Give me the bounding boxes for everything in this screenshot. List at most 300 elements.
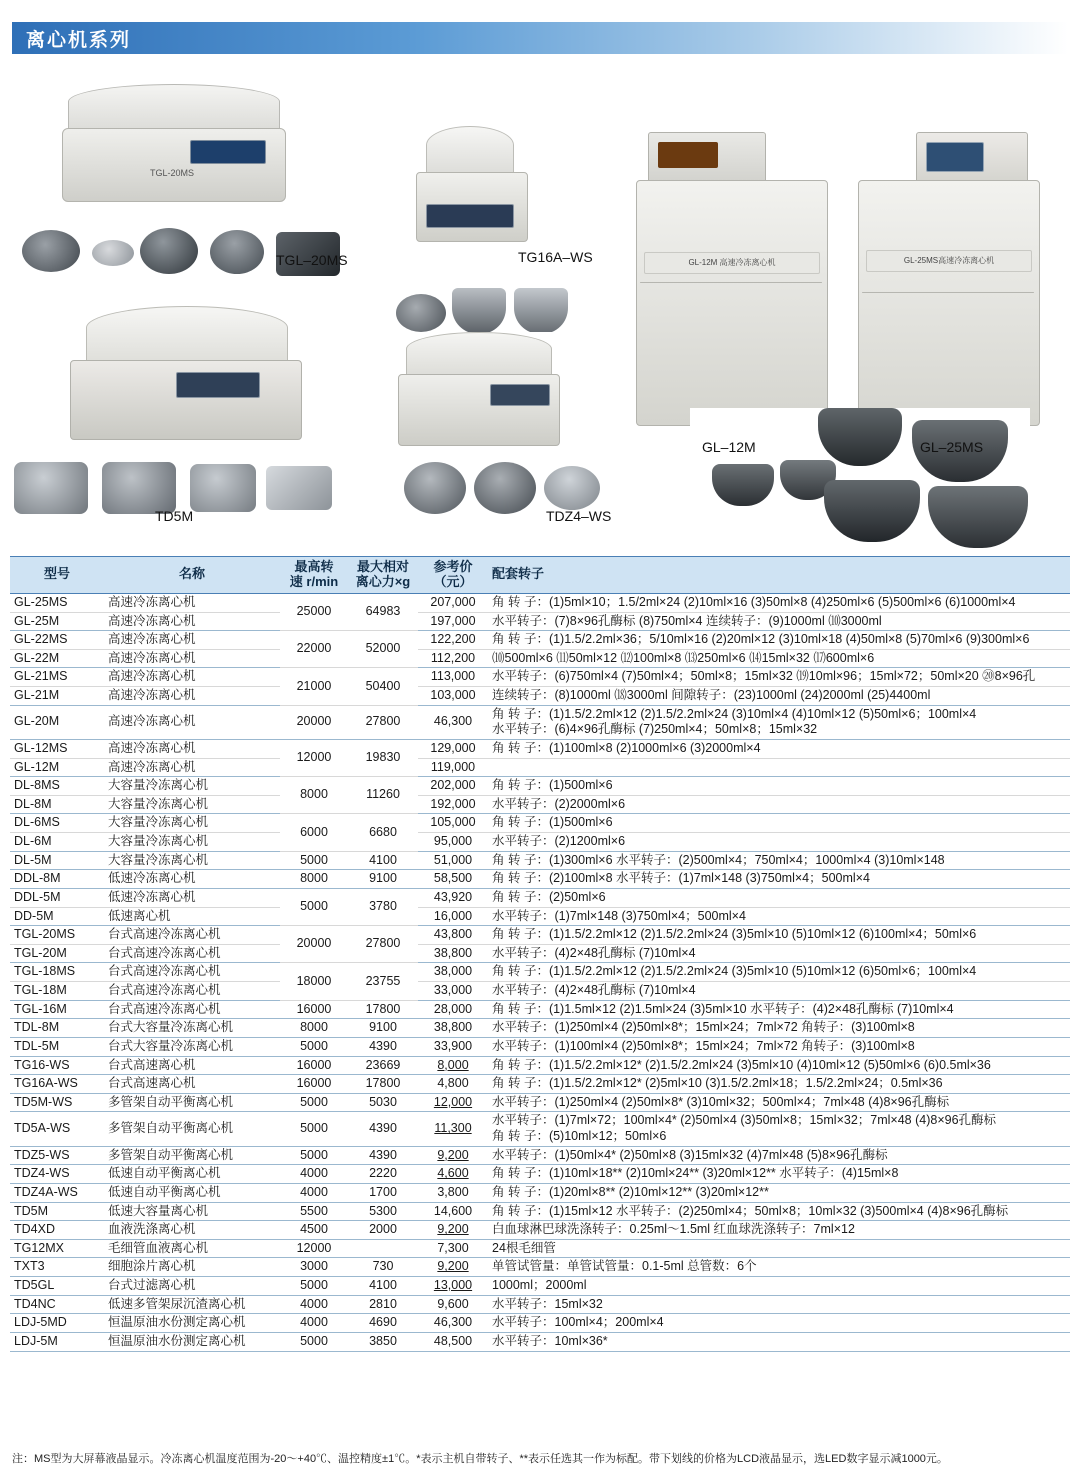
cell-price: 33,000 [418, 982, 488, 1001]
table-row [10, 833, 1070, 852]
cell-max-speed: 5000 [280, 1037, 348, 1056]
cell-model: DD-5M [10, 907, 104, 926]
cell-price [418, 1112, 488, 1146]
table-row [10, 907, 1070, 926]
cell-price: 38,800 [418, 944, 488, 963]
cell-rotor-config [488, 944, 1070, 963]
table-row [10, 687, 1070, 706]
cell-rotor-config [488, 649, 1070, 668]
cell-price: 33,900 [418, 1037, 488, 1056]
rotor-config-line: 水平转子：(1)100ml×4 (2)50ml×8*；15ml×24；7ml×72 角转子：(3)100ml×8 [492, 1038, 915, 1053]
cell-price: 7,300 [418, 1239, 488, 1258]
table-row [10, 668, 1070, 687]
cell-price: 112,200 [418, 649, 488, 668]
rotor-config-line: 水平转子：(1)250ml×4 (2)50ml×8* (3)10ml×32；500ml×4；7ml×48 (4)8×96孔酶标 [492, 1094, 950, 1109]
cell-price [418, 1221, 488, 1240]
rotor-angle [396, 294, 446, 332]
cell-rotor-config [488, 1056, 1070, 1075]
cell-name: 台式高速冷冻离心机 [104, 982, 280, 1001]
cell-model: DL-6MS [10, 814, 104, 833]
cell-name: 台式高速离心机 [104, 1075, 280, 1094]
cell-max-rcf: 19830 [348, 739, 418, 776]
cell-max-rcf: 2000 [348, 1221, 418, 1240]
cell-model: TD5A-WS [10, 1112, 104, 1146]
table-row [10, 1183, 1070, 1202]
cell-rotor-config [488, 1202, 1070, 1221]
cell-name: 低速冷冻离心机 [104, 888, 280, 907]
cell-rotor-config [488, 851, 1070, 870]
rotor-config-line: 角 转 子：(1)5ml×10；1.5/2ml×24 (2)10ml×16 (3)50ml×8 (4)250ml×6 (5)500ml×6 (6)1000ml×4 [492, 594, 1016, 609]
cell-model: TDZ4A-WS [10, 1183, 104, 1202]
rotor-config-line: 角 转 子：(1)15ml×12 水平转子：(2)250ml×4；50ml×8；10ml×32 (3)500ml×4 (4)8×96孔酶标 [492, 1203, 1009, 1218]
machine-body [636, 180, 828, 426]
cell-rotor-config [488, 1075, 1070, 1094]
rotor-config-line: 水平转子：(6)4×96孔酶标 (7)250ml×4；50ml×8；15ml×32 [492, 722, 818, 737]
cell-max-rcf: 6680 [348, 814, 418, 851]
cell-rotor-config [488, 705, 1070, 739]
rotor-large-cone-3 [824, 480, 920, 542]
cell-name: 低速冷冻离心机 [104, 870, 280, 889]
cell-max-rcf: 4100 [348, 851, 418, 870]
cell-name: 大容量冷冻离心机 [104, 851, 280, 870]
cell-model: DL-5M [10, 851, 104, 870]
table-row [10, 1202, 1070, 1221]
cell-rotor-config [488, 593, 1070, 612]
rotor-config-line: 角 转 子：(1)100ml×8 (2)1000ml×6 (3)2000ml×4 [492, 740, 761, 755]
cell-max-rcf: 3780 [348, 888, 418, 925]
rotor-config-line: 水平转子：(6)750ml×4 (7)50ml×4；50ml×8；15ml×32 ⒆10ml×96；15ml×72；50ml×20 ⑳8×96孔 [492, 669, 1036, 684]
cell-name: 低速自动平衡离心机 [104, 1165, 280, 1184]
rotor-config-line: 角 转 子：(1)1.5/2.2ml×12* (2)1.5/2.2ml×24 (3)5ml×10 (4)10ml×12 (5)50ml×6 (6)0.5ml×36 [492, 1057, 991, 1072]
cell-rotor-config [488, 795, 1070, 814]
cell-model: TD4NC [10, 1295, 104, 1314]
rotor-config-line: 角 转 子：(5)10ml×12；50ml×6 [492, 1129, 667, 1143]
cell-price [418, 1093, 488, 1112]
cell-max-speed: 4500 [280, 1221, 348, 1240]
rotor-medium-1 [712, 464, 774, 506]
cell-price: 3,800 [418, 1183, 488, 1202]
table-row [10, 1112, 1070, 1146]
machine-screen [658, 142, 718, 168]
cell-name: 大容量冷冻离心机 [104, 777, 280, 796]
cell-max-speed: 16000 [280, 1075, 348, 1094]
machine-display-panel [190, 140, 266, 164]
rotor-lid [92, 240, 134, 266]
cell-price: 103,000 [418, 687, 488, 706]
rotor-config-line: 24根毛细管 [492, 1240, 556, 1255]
rotor-config-line: 白血球淋巴球洗涤转子：0.25ml～1.5ml 红血球洗涤转子：7ml×12 [492, 1222, 855, 1237]
cell-price [418, 1258, 488, 1277]
cell-rotor-config [488, 631, 1070, 650]
table-row [10, 1056, 1070, 1075]
cell-max-rcf: 27800 [348, 705, 418, 739]
cell-price: 43,800 [418, 926, 488, 945]
cell-name: 低速大容量离心机 [104, 1202, 280, 1221]
cell-model: GL-22M [10, 649, 104, 668]
cell-model: DL-6M [10, 833, 104, 852]
cell-model: TGL-20M [10, 944, 104, 963]
cell-model: TG12MX [10, 1239, 104, 1258]
cell-rotor-config [488, 1314, 1070, 1333]
cell-price: 113,000 [418, 668, 488, 687]
cell-model: TDZ4-WS [10, 1165, 104, 1184]
rotor-swing-4place [14, 462, 88, 514]
cell-max-speed: 25000 [280, 593, 348, 630]
cell-name: 多管架自动平衡离心机 [104, 1112, 280, 1146]
cell-name: 高速冷冻离心机 [104, 687, 280, 706]
photo-rotor-group-large [690, 408, 1030, 558]
cell-name: 多管架自动平衡离心机 [104, 1093, 280, 1112]
cell-price: 38,800 [418, 1019, 488, 1038]
footnote: 注：MS型为大屏幕液晶显示。冷冻离心机温度范围为-20～+40℃、温控精度±1℃。*表示主机自带转子、**表示任选其一作为标配。带下划线的价格为LCD液晶显示，选LED数字显示减1000元。 [12, 1453, 948, 1465]
cell-rotor-config [488, 1019, 1070, 1038]
column-header-model: 型号 [10, 557, 104, 594]
rotor-config-line: 水平转子：(1)7ml×148 (3)750ml×4；500ml×4 [492, 908, 746, 923]
caption-td5m: TD5M [155, 508, 194, 524]
cell-max-speed: 21000 [280, 668, 348, 705]
cell-price [418, 1056, 488, 1075]
cell-max-speed: 18000 [280, 963, 348, 1000]
table-row [10, 795, 1070, 814]
product-photo-gallery [0, 56, 1080, 548]
table-row [10, 705, 1070, 739]
rotor-angle [22, 230, 80, 272]
cell-max-rcf: 11260 [348, 777, 418, 814]
rotor-config-line: 水平转子：(4)2×48孔酶标 (7)10ml×4 [492, 945, 696, 960]
cell-max-rcf: 4690 [348, 1314, 418, 1333]
machine-body [858, 180, 1040, 426]
cell-price [418, 1146, 488, 1165]
cell-name: 高速冷冻离心机 [104, 649, 280, 668]
column-header-name: 名称 [104, 557, 280, 594]
cell-price: 207,000 [418, 593, 488, 612]
cell-rotor-config [488, 739, 1070, 758]
table-row [10, 1075, 1070, 1094]
cell-max-rcf: 4390 [348, 1146, 418, 1165]
cell-model: LDJ-5MD [10, 1314, 104, 1333]
cell-model: GL-21MS [10, 668, 104, 687]
price-underlined: 9,200 [437, 1147, 469, 1162]
cell-price: 38,000 [418, 963, 488, 982]
table-row [10, 1314, 1070, 1333]
cell-max-rcf: 64983 [348, 593, 418, 630]
cell-name: 低速多管架尿沉渣离心机 [104, 1295, 280, 1314]
cell-name: 台式高速冷冻离心机 [104, 944, 280, 963]
table-row [10, 1277, 1070, 1296]
photo-gl-12m [636, 132, 826, 424]
machine-brand-strip: GL-12M 高速冷冻离心机 [644, 252, 820, 274]
rotor-config-line: 单管试管量：单管试管量：0.1-5ml 总管数：6个 [492, 1259, 757, 1274]
cell-max-speed: 8000 [280, 777, 348, 814]
cell-max-speed: 4000 [280, 1165, 348, 1184]
table-row [10, 814, 1070, 833]
machine-door-seam [862, 292, 1034, 293]
cell-name: 台式高速冷冻离心机 [104, 963, 280, 982]
rotor-config-line: 角 转 子：(1)1.5/2.2ml×12 (2)1.5/2.2ml×24 (3)5ml×10 (5)10ml×12 (6)50ml×6；100ml×4 [492, 964, 977, 979]
table-row [10, 963, 1070, 982]
rotor-config-line: 水平转子：(7)8×96孔酶标 (8)750ml×4 连续转子：(9)1000ml ⑽3000ml [492, 613, 882, 628]
cell-model: TG16A-WS [10, 1075, 104, 1094]
cell-max-rcf: 2810 [348, 1295, 418, 1314]
cell-model: TGL-20MS [10, 926, 104, 945]
cell-price: 9,600 [418, 1295, 488, 1314]
machine-control-panel [426, 204, 514, 228]
cell-name: 台式过滤离心机 [104, 1277, 280, 1296]
cell-price [418, 1277, 488, 1296]
machine-label-plate: TGL-20MS [149, 168, 194, 178]
table-row [10, 851, 1070, 870]
cell-model: DL-8M [10, 795, 104, 814]
machine-door-seam [640, 282, 822, 283]
rotor-config-line: ⑽500ml×6 ⑾50ml×12 ⑿100ml×8 ⒀250ml×6 ⒁15ml×32 ⒄600ml×6 [492, 650, 875, 665]
cell-name: 台式大容量冷冻离心机 [104, 1019, 280, 1038]
cell-name: 恒温原油水份测定离心机 [104, 1332, 280, 1351]
rotor-angle-3 [210, 230, 264, 274]
cell-price: 48,500 [418, 1332, 488, 1351]
rotor-angle-multi [404, 462, 466, 514]
rotor-large-cone-4 [928, 486, 1028, 548]
table-row [10, 758, 1070, 777]
cell-model: TGL-16M [10, 1000, 104, 1019]
column-header-rcf [348, 557, 418, 594]
cell-max-rcf [348, 1239, 418, 1258]
cell-model: DL-8MS [10, 777, 104, 796]
cell-rotor-config [488, 833, 1070, 852]
table-row [10, 612, 1070, 631]
cell-model: TDL-5M [10, 1037, 104, 1056]
cell-name: 台式高速冷冻离心机 [104, 1000, 280, 1019]
cell-rotor-config [488, 926, 1070, 945]
rotor-config-line: 角 转 子：(1)10ml×18** (2)10ml×24** (3)20ml×12** 水平转子：(4)15ml×8 [492, 1166, 899, 1181]
table-row [10, 1295, 1070, 1314]
specification-table-wrapper [10, 556, 1070, 1352]
cell-model: GL-22MS [10, 631, 104, 650]
rotor-config-line: 角 转 子：(1)1.5ml×12 (2)1.5ml×24 (3)5ml×10 水平转子：(4)2×48孔酶标 (7)10ml×4 [492, 1001, 954, 1016]
cell-price: 119,000 [418, 758, 488, 777]
cell-price: 4,800 [418, 1075, 488, 1094]
cell-name: 大容量冷冻离心机 [104, 814, 280, 833]
rotor-config-line: 水平转子：100ml×4；200ml×4 [492, 1315, 664, 1330]
cell-max-rcf: 2220 [348, 1165, 418, 1184]
cell-rotor-config [488, 777, 1070, 796]
specification-table [10, 556, 1070, 1352]
cell-rotor-config [488, 1295, 1070, 1314]
rotor-config-line: 水平转子：(1)7ml×72；100ml×4* (2)50ml×4 (3)50ml×8；15ml×32；7ml×48 (4)8×96孔酶标 [492, 1113, 997, 1128]
cell-max-rcf: 27800 [348, 926, 418, 963]
page-title: 离心机系列 [26, 29, 132, 51]
cell-max-speed: 6000 [280, 814, 348, 851]
cell-rotor-config [488, 612, 1070, 631]
cell-model: TD5M-WS [10, 1093, 104, 1112]
rotor-config-line: 角 转 子：(2)50ml×6 [492, 889, 606, 904]
cell-rotor-config [488, 814, 1070, 833]
cell-max-rcf: 23669 [348, 1056, 418, 1075]
cell-model: TDL-8M [10, 1019, 104, 1038]
cell-name: 高速冷冻离心机 [104, 705, 280, 739]
cell-price: 105,000 [418, 814, 488, 833]
cell-max-speed: 16000 [280, 1056, 348, 1075]
cell-price: 58,500 [418, 870, 488, 889]
rotor-config-line: 角 转 子：(1)1.5/2.2ml×12 (2)1.5/2.2ml×24 (3)5ml×10 (5)10ml×12 (6)100ml×4；50ml×6 [492, 927, 977, 942]
rotor-conical [452, 288, 506, 334]
cell-name: 高速冷冻离心机 [104, 758, 280, 777]
photo-tdz4-ws [398, 332, 558, 452]
rotor-large-cone-1 [818, 408, 902, 466]
rotor-config-line: 水平转子：(2)1200ml×6 [492, 834, 626, 848]
rotor-config-line: 角 转 子：(2)100ml×8 水平转子：(1)7ml×148 (3)750ml×4；500ml×4 [492, 871, 870, 886]
photo-tgl-20ms [62, 84, 284, 214]
cell-model: DDL-5M [10, 888, 104, 907]
cell-max-rcf: 52000 [348, 631, 418, 668]
rotor-config-line: 角 转 子：(1)20ml×8** (2)10ml×12** (3)20ml×12** [492, 1184, 769, 1199]
cell-max-rcf: 4100 [348, 1277, 418, 1296]
cell-max-rcf: 1700 [348, 1183, 418, 1202]
cell-name: 恒温原油水份测定离心机 [104, 1314, 280, 1333]
table-row [10, 631, 1070, 650]
table-row [10, 1019, 1070, 1038]
cell-max-speed: 8000 [280, 870, 348, 889]
cell-rotor-config [488, 870, 1070, 889]
cell-rotor-config [488, 1037, 1070, 1056]
cell-rotor-config [488, 982, 1070, 1001]
column-header-speed-line2: 速 r/min [289, 573, 339, 589]
cell-model: GL-12MS [10, 739, 104, 758]
cell-name: 大容量冷冻离心机 [104, 833, 280, 852]
cell-max-speed: 3000 [280, 1258, 348, 1277]
cell-rotor-config [488, 1146, 1070, 1165]
rotor-config-line: 1000ml；2000ml [492, 1278, 587, 1292]
cell-price: 51,000 [418, 851, 488, 870]
cell-price: 28,000 [418, 1000, 488, 1019]
table-row [10, 1146, 1070, 1165]
table-row [10, 649, 1070, 668]
cell-name: 大容量冷冻离心机 [104, 795, 280, 814]
cell-model: GL-25M [10, 612, 104, 631]
cell-name: 低速自动平衡离心机 [104, 1183, 280, 1202]
cell-max-rcf: 4390 [348, 1112, 418, 1146]
price-underlined: 11,300 [434, 1121, 472, 1136]
column-header-speed-line1: 最高转 [294, 559, 334, 574]
rotor-config-line: 水平转子：10ml×36* [492, 1333, 608, 1348]
cell-rotor-config [488, 1258, 1070, 1277]
cell-name: 低速离心机 [104, 907, 280, 926]
cell-max-speed: 16000 [280, 1000, 348, 1019]
cell-rotor-config [488, 1165, 1070, 1184]
cell-max-speed: 5000 [280, 1332, 348, 1351]
table-row [10, 1221, 1070, 1240]
cell-price: 46,300 [418, 1314, 488, 1333]
column-header-price-line1: 参考价 [433, 559, 473, 574]
cell-rotor-config [488, 1221, 1070, 1240]
column-header-speed [280, 557, 348, 594]
cell-name: 细胞涂片离心机 [104, 1258, 280, 1277]
cell-max-speed: 5000 [280, 1112, 348, 1146]
cell-model: GL-20M [10, 705, 104, 739]
photo-gl-25ms [858, 132, 1038, 424]
cell-max-rcf: 50400 [348, 668, 418, 705]
cell-rotor-config [488, 1093, 1070, 1112]
table-row [10, 1037, 1070, 1056]
cell-rotor-config [488, 1183, 1070, 1202]
rotor-swing-6place [102, 462, 176, 514]
table-row [10, 944, 1070, 963]
cell-max-rcf: 9100 [348, 1019, 418, 1038]
cell-name: 高速冷冻离心机 [104, 631, 280, 650]
table-row [10, 1000, 1070, 1019]
photo-td5m [70, 306, 300, 446]
cell-max-speed: 20000 [280, 705, 348, 739]
cell-max-speed: 5000 [280, 1146, 348, 1165]
table-row [10, 926, 1070, 945]
cell-max-rcf: 5030 [348, 1093, 418, 1112]
table-row [10, 593, 1070, 612]
cell-price: 95,000 [418, 833, 488, 852]
cell-max-speed: 5000 [280, 1093, 348, 1112]
cell-price: 202,000 [418, 777, 488, 796]
cell-price: 122,200 [418, 631, 488, 650]
cell-max-speed: 22000 [280, 631, 348, 668]
cell-rotor-config [488, 963, 1070, 982]
cell-price: 192,000 [418, 795, 488, 814]
caption-gl-25ms: GL–25MS [920, 439, 984, 455]
table-row [10, 982, 1070, 1001]
cell-name: 台式高速离心机 [104, 1056, 280, 1075]
column-header-price [418, 557, 488, 594]
cell-rotor-config [488, 668, 1070, 687]
cell-max-speed: 12000 [280, 739, 348, 776]
machine-brand-strip: GL-25MS高速冷冻离心机 [866, 250, 1032, 272]
cell-model: TXT3 [10, 1258, 104, 1277]
rotor-config-line: 水平转子：(2)2000ml×6 [492, 796, 626, 811]
rotor-angle-multi-2 [474, 462, 536, 514]
column-header-price-line2: （元） [433, 573, 473, 589]
cell-max-rcf: 3850 [348, 1332, 418, 1351]
caption-gl-12m: GL–12M [702, 439, 756, 455]
cell-max-speed: 4000 [280, 1183, 348, 1202]
cell-max-speed: 5000 [280, 851, 348, 870]
cell-name: 高速冷冻离心机 [104, 612, 280, 631]
price-underlined: 8,000 [437, 1057, 469, 1072]
cell-name: 血液洗涤离心机 [104, 1221, 280, 1240]
rotor-config-line: 连续转子：(8)1000ml ⒅3000ml 间隙转子：(23)1000ml (24)2000ml (25)4400ml [492, 688, 931, 702]
cell-rotor-config [488, 1112, 1070, 1146]
table-row [10, 1239, 1070, 1258]
cell-name: 台式高速冷冻离心机 [104, 926, 280, 945]
rotor-config-line: 角 转 子：(1)300ml×6 水平转子：(2)500ml×4；750ml×4；1000ml×4 (3)10ml×148 [492, 852, 945, 867]
cell-max-speed: 12000 [280, 1239, 348, 1258]
cell-model: GL-21M [10, 687, 104, 706]
cell-max-rcf: 17800 [348, 1000, 418, 1019]
caption-tgl-20ms: TGL–20MS [276, 252, 348, 268]
cell-name: 高速冷冻离心机 [104, 668, 280, 687]
cell-model: TGL-18M [10, 982, 104, 1001]
photo-tg16a-ws [416, 126, 526, 246]
rotor-config-line: 角 转 子：(1)1.5/2.2ml×36；5/10ml×16 (2)20ml×12 (3)10ml×18 (4)50ml×8 (5)70ml×6 (9)300ml×6 [492, 632, 1030, 647]
machine-control-panel [176, 372, 260, 398]
cell-price: 129,000 [418, 739, 488, 758]
column-header-rcf-line1: 最大相对 [356, 559, 409, 574]
rotor-config-line: 水平转子：(1)250ml×4 (2)50ml×8*；15ml×24；7ml×72 角转子：(3)100ml×8 [492, 1020, 915, 1035]
table-header-row [10, 557, 1070, 594]
cell-max-rcf: 17800 [348, 1075, 418, 1094]
rotor-swing-tube-holder [544, 466, 600, 510]
cell-model: GL-12M [10, 758, 104, 777]
cell-name: 多管架自动平衡离心机 [104, 1146, 280, 1165]
cell-name: 高速冷冻离心机 [104, 593, 280, 612]
cell-price: 43,920 [418, 888, 488, 907]
cell-rotor-config [488, 1000, 1070, 1019]
cell-model: GL-25MS [10, 593, 104, 612]
